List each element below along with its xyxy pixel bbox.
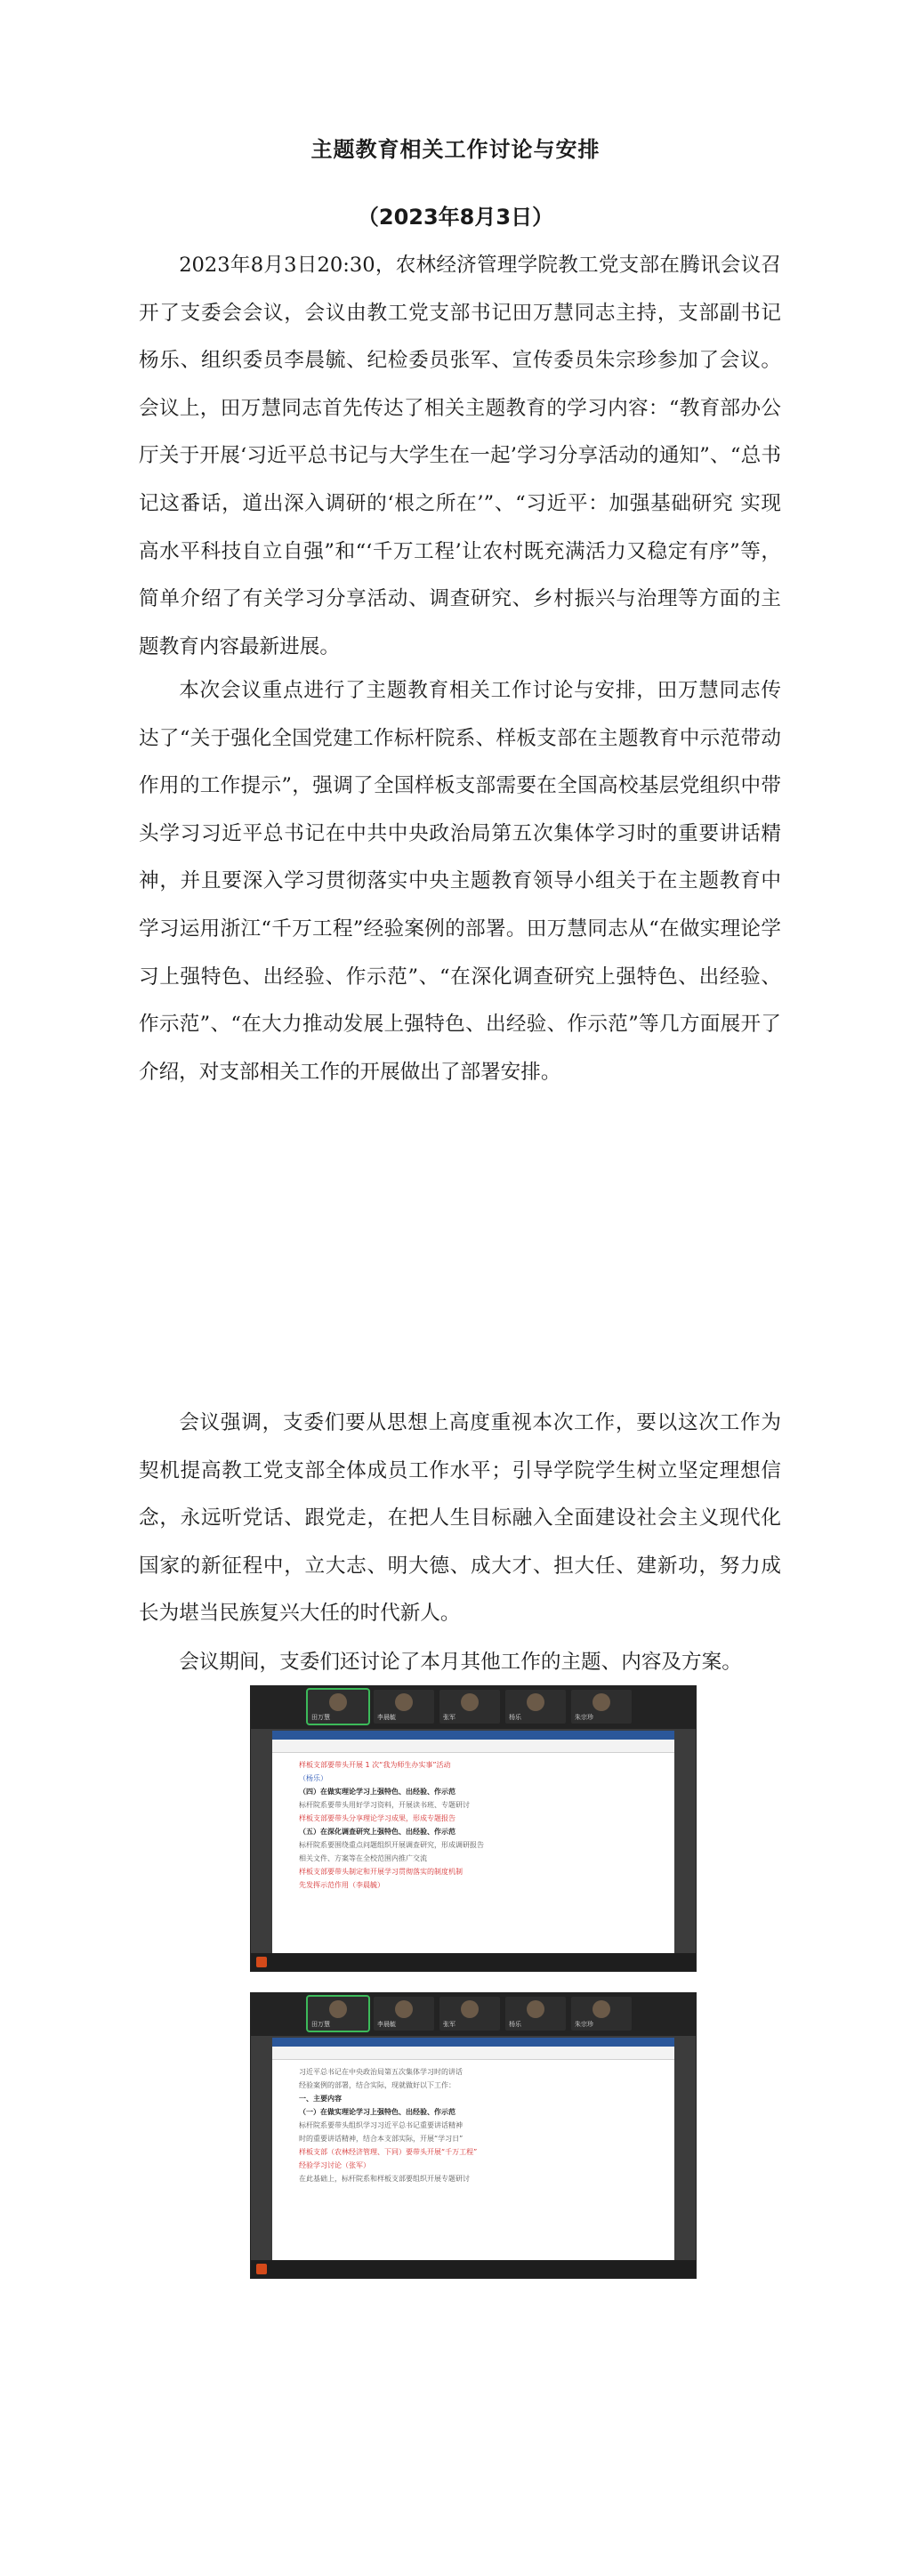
- taskbar: [251, 1953, 696, 1971]
- participant-tile: [571, 1997, 632, 2031]
- doc-line: 一、主要内容: [299, 2095, 342, 2103]
- avatar: [593, 2000, 610, 2018]
- participant-name: 朱宗珍: [575, 2021, 593, 2028]
- avatar: [329, 2000, 347, 2018]
- doc-line: （一）在做实理论学习上强特色、出经验、作示范: [299, 2108, 456, 2116]
- participant-tile: [439, 1690, 500, 1724]
- participant-tile: [505, 1997, 566, 2031]
- word-ribbon: [272, 1740, 674, 1753]
- avatar: [395, 2000, 413, 2018]
- avatar: [593, 1693, 610, 1711]
- paragraph-intro: 2023年8月3日20:30，农林经济管理学院教工党支部在腾讯会议召开了支委会会议，会议由教工党支部书记田万慧同志主持，支部副书记杨乐、组织委员李晨毓、纪检委员张军、宣传委员朱宗珍参加了会议。会议上，田万慧同志首先传达了相关主题教育的学习内容：“教育部办公厅关于开展‘习近平总书记与大学生在一起’学习分享活动的通知”、“总书记这番话，道出深入调研的‘根之所在’”、“习近平：加强基础研究 实现高水平科技自立自强”和“‘千万工程’让农村既充满活力又稳定有序”等，简单介绍了有关学习分享活动、调查研究、乡村振兴与治理等方面的主题教育内容最新进展。: [139, 254, 781, 658]
- word-ribbon: [272, 2047, 674, 2060]
- document-text: [272, 2060, 674, 2185]
- doc-line: 习近平总书记在中央政治局第五次集体学习时的讲话: [299, 2068, 463, 2076]
- avatar: [461, 2000, 479, 2018]
- doc-line: 先发挥示范作用（李晨毓）: [299, 1881, 384, 1889]
- doc-line: （杨乐）: [299, 1774, 327, 1782]
- shared-document: [272, 2038, 674, 2260]
- doc-line: 样板支部要带头制定和开展学习贯彻落实的制度机制: [299, 1868, 463, 1876]
- participant-tile: [374, 1690, 434, 1724]
- participant-name: 张军: [443, 1714, 456, 1721]
- participant-name: 李晨毓: [377, 1714, 396, 1721]
- meeting-screenshot: [251, 1993, 696, 2278]
- participant-name: 田万慧: [311, 1714, 330, 1721]
- avatar: [527, 2000, 544, 2018]
- page-title: 主题教育相关工作讨论与安排: [310, 137, 601, 162]
- avatar: [395, 1693, 413, 1711]
- meeting-screenshot: [251, 1686, 696, 1971]
- participant-name: 杨乐: [509, 2021, 521, 2028]
- participant-tile: [374, 1997, 434, 2031]
- participant-name: 杨乐: [509, 1714, 521, 1721]
- doc-line: 标杆院系要带头组织学习习近平总书记重要讲话精神: [299, 2121, 463, 2129]
- participant-tile: [308, 1690, 368, 1724]
- start-icon: [256, 2264, 267, 2274]
- participant-strip: [251, 1993, 696, 2036]
- participant-tile: [505, 1690, 566, 1724]
- paragraph-discussion: 本次会议重点进行了主题教育相关工作讨论与安排，田万慧同志传达了“关于强化全国党建工作标杆院系、样板支部在主题教育中示范带动作用的工作提示”，强调了全国样板支部需要在全国高校基层党组织中带头学习习近平总书记在中共中央政治局第五次集体学习时的重要讲话精神，并且要深入学习贯彻落实中央主题教育领导小组关于在主题教育中学习运用浙江“千万工程”经验案例的部署。田万慧同志从“在做实理论学习上强特色、出经验、作示范”、“在深化调查研究上强特色、出经验、作示范”、“在大力推动发展上强特色、出经验、作示范”等几方面展开了介绍，对支部相关工作的开展做出了部署安排。: [139, 679, 781, 1084]
- paragraph-emphasis: 会议强调，支委们要从思想上高度重视本次工作，要以这次工作为契机提高教工党支部全体成员工作水平；引导学院学生树立坚定理想信念，永远听党话、跟党走，在把人生目标融入全面建设社会主义现代化国家的新征程中，立大志、明大德、成大才、担大任、建新功，努力成长为堪当民族复兴大任的时代新人。: [139, 1411, 781, 1626]
- doc-line: 经验学习讨论（张军）: [299, 2161, 370, 2169]
- participant-name: 朱宗珍: [575, 1714, 593, 1721]
- doc-line: 样板支部要带头开展 1 次“我为师生办实事”活动: [299, 1761, 451, 1769]
- participant-name: 田万慧: [311, 2021, 330, 2028]
- word-titlebar: [272, 2038, 674, 2047]
- doc-line: 在此基础上，标杆院系和样板支部要组织开展专题研讨: [299, 2175, 470, 2183]
- participant-strip: [251, 1686, 696, 1729]
- doc-line: 标杆院系要围绕重点问题组织开展调查研究，形成调研报告: [299, 1841, 484, 1849]
- meeting-date: （2023年8月3日）: [357, 205, 554, 230]
- doc-line: 标杆院系要带头用好学习资料，开展读书班、专题研讨: [299, 1801, 470, 1809]
- avatar: [461, 1693, 479, 1711]
- word-titlebar: [272, 1731, 674, 1740]
- doc-line: 样板支部要带头分享理论学习成果，形成专题报告: [299, 1814, 456, 1822]
- doc-line: （四）在做实理论学习上强特色、出经验、作示范: [299, 1788, 456, 1796]
- doc-line: （五）在深化调查研究上强特色、出经验、作示范: [299, 1828, 456, 1836]
- doc-line: 样板支部（农林经济管理、下同）要带头开展“千万工程”: [299, 2148, 478, 2156]
- doc-line: 相关文件、方案等在全校范围内推广交流: [299, 1854, 427, 1862]
- taskbar: [251, 2260, 696, 2278]
- paragraph-other-work: 会议期间，支委们还讨论了本月其他工作的主题、内容及方案。: [179, 1651, 742, 1674]
- participant-tile: [308, 1997, 368, 2031]
- participant-name: 李晨毓: [377, 2021, 396, 2028]
- start-icon: [256, 1957, 267, 1967]
- doc-line: 时的重要讲话精神，结合本支部实际，开展“学习日”: [299, 2135, 464, 2143]
- shared-document: [272, 1731, 674, 1953]
- participant-tile: [439, 1997, 500, 2031]
- participant-tile: [571, 1690, 632, 1724]
- avatar: [527, 1693, 544, 1711]
- avatar: [329, 1693, 347, 1711]
- doc-line: 经验案例的部署，结合实际，现就做好以下工作：: [299, 2081, 456, 2089]
- participant-name: 张军: [443, 2021, 456, 2028]
- document-text: [272, 1753, 674, 1892]
